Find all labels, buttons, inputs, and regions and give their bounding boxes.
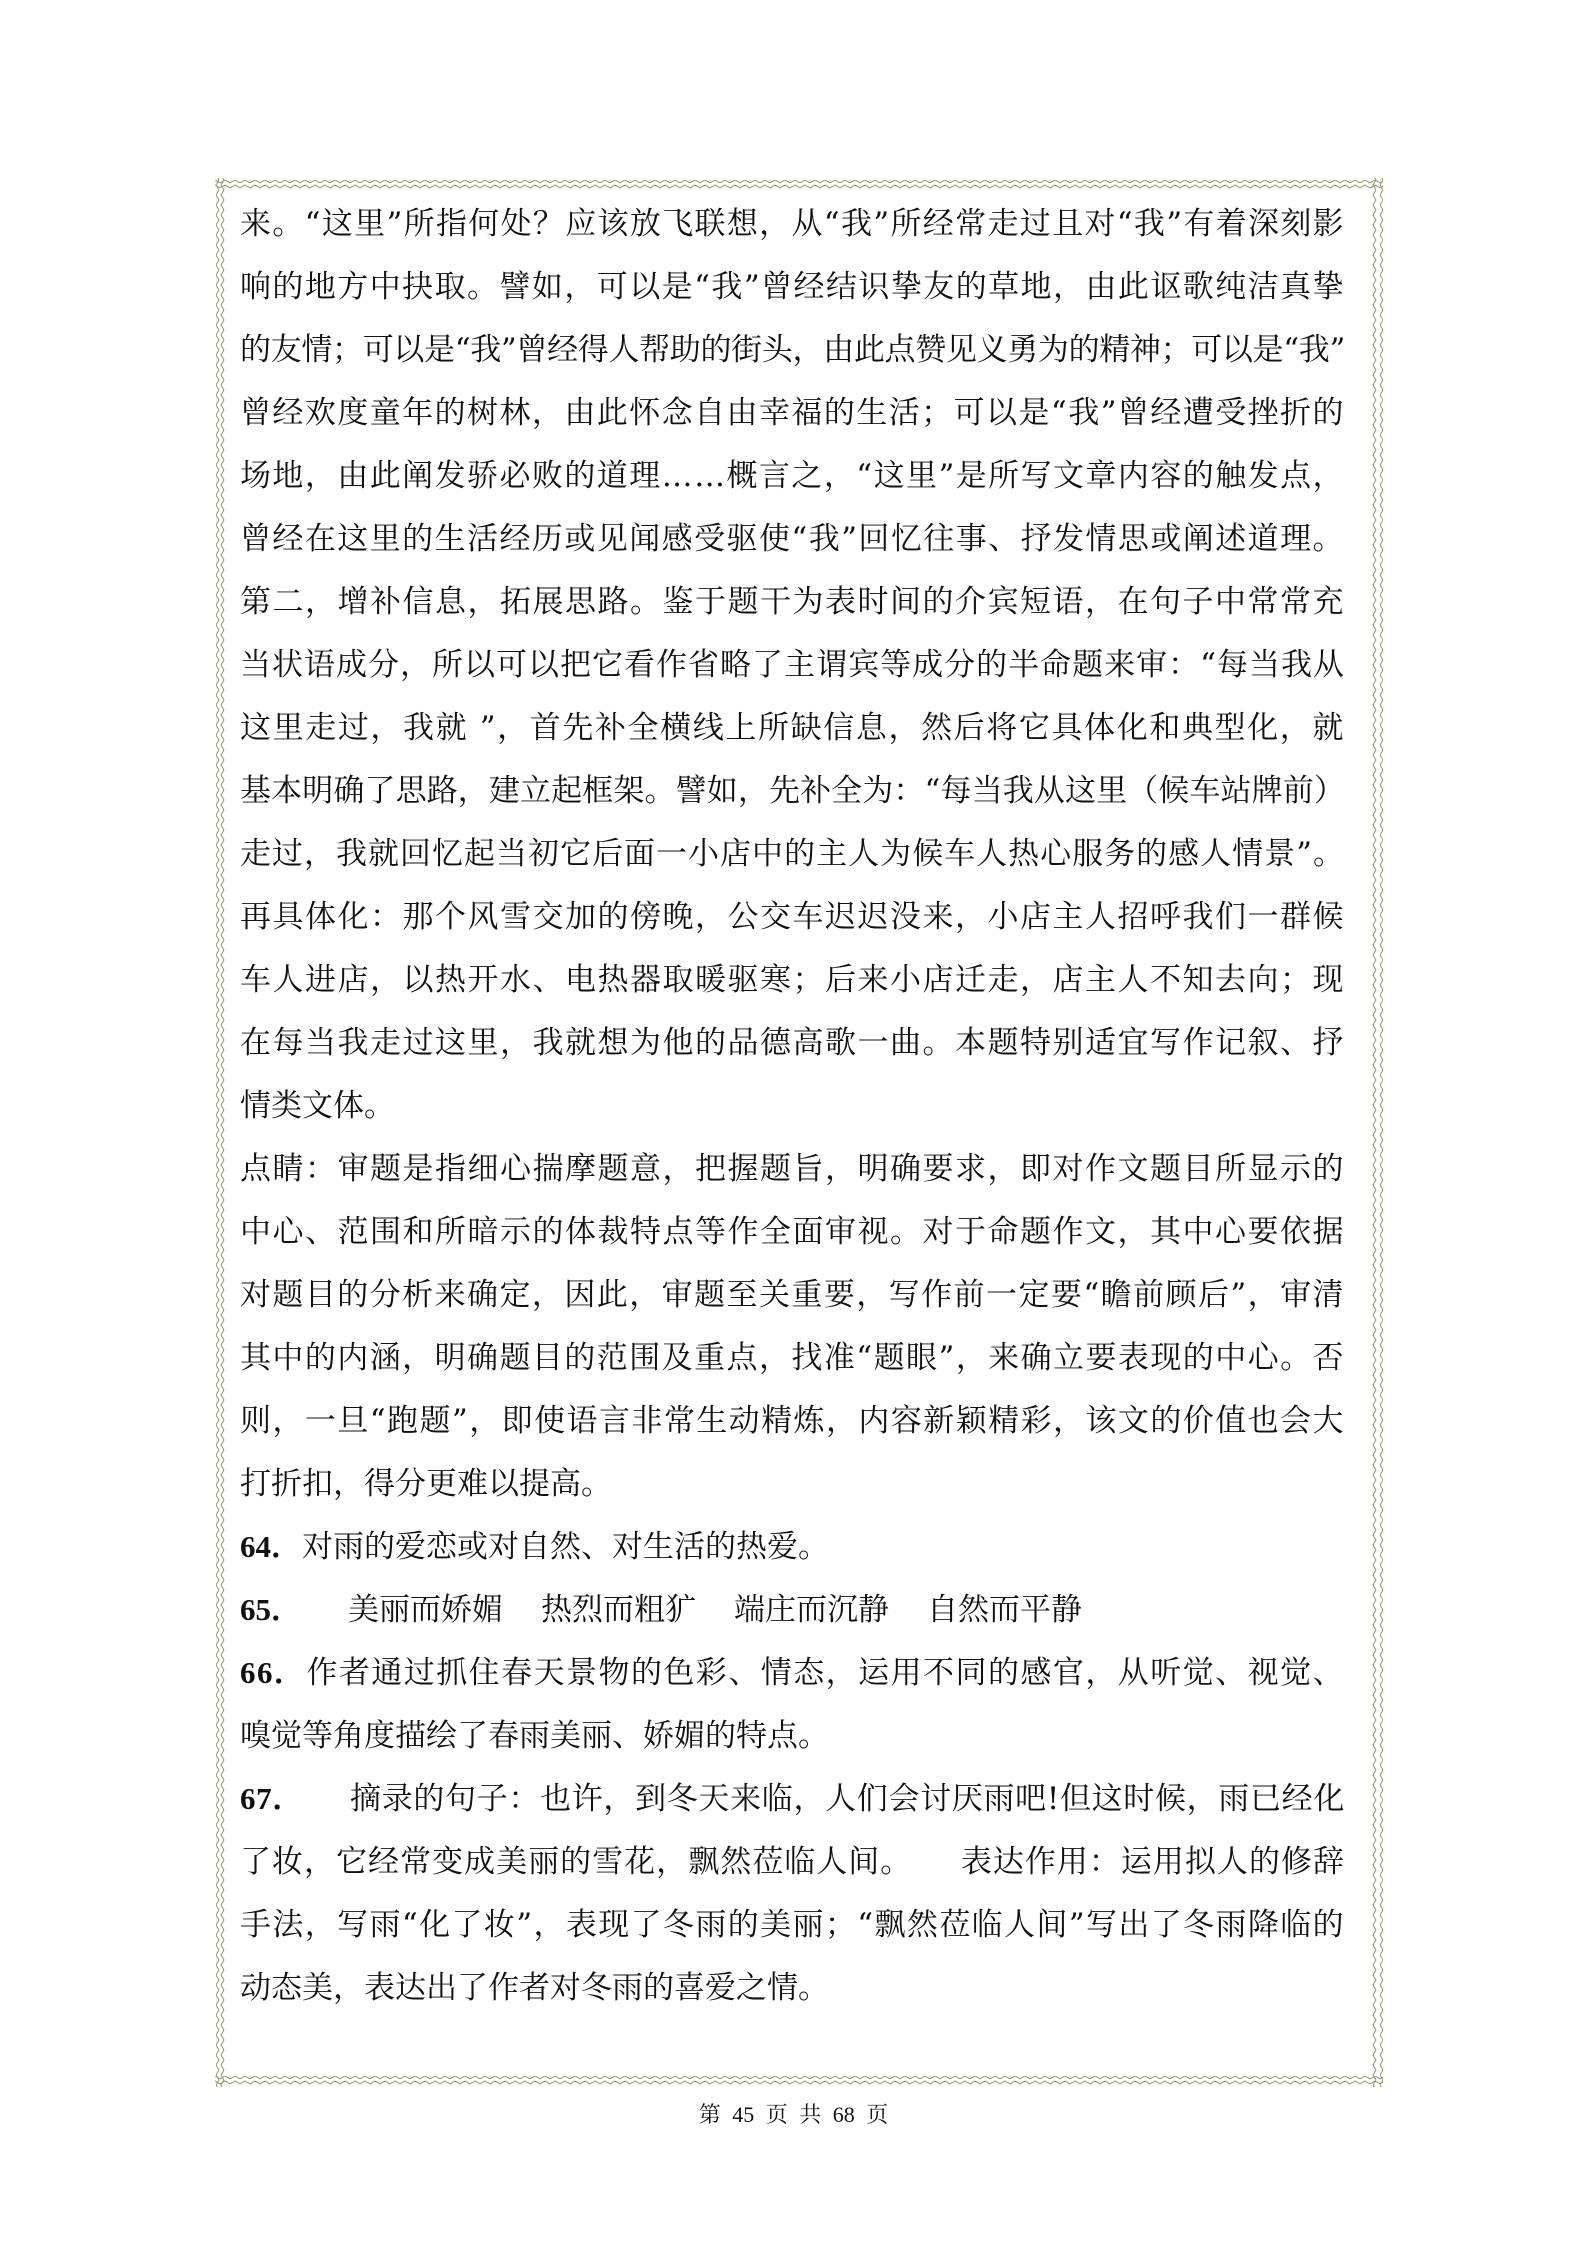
- text-line: [240, 580, 1345, 624]
- text-line: [240, 1840, 1345, 1884]
- text-line: [240, 832, 1345, 876]
- line-text: 响的地方中抉取。譬如，可以是“我”曾经结识挚友的草地，由此讴歌纯洁真挚: [240, 269, 1345, 305]
- line-text: 则，一旦“跑题”，即使语言非常生动精炼，内容新颖精彩，该文的价值也会大: [240, 1403, 1345, 1439]
- text-line: [240, 265, 1345, 309]
- line-text: 其中的内涵，明确题目的范围及重点，找准“题眼”，来确立要表现的中心。否: [240, 1340, 1345, 1376]
- answer-item: 自然而平静: [927, 1592, 1082, 1628]
- question-number: 67．: [240, 1781, 305, 1816]
- text-line: [240, 517, 1345, 561]
- line-text: 作者通过抓住春天景物的色彩、情态，运用不同的感官，从听觉、视觉、: [306, 1655, 1345, 1691]
- line-text: 动态美，表达出了作者对冬雨的喜爱之情。: [240, 1970, 829, 2006]
- line-text: 对雨的爱恋或对自然、对生活的热爱。: [302, 1529, 829, 1565]
- line-text: 走过，我就回忆起当初它后面一小店中的主人为候车人热心服务的感人情景”。: [240, 836, 1345, 872]
- answer-item: 美丽而娇媚: [348, 1592, 503, 1628]
- question-number: 66．: [240, 1655, 307, 1690]
- text-line: [240, 643, 1345, 687]
- text-line: [240, 1273, 1345, 1317]
- text-line: [240, 1084, 395, 1128]
- text-line: [240, 1714, 829, 1758]
- text-line: [240, 1462, 612, 1506]
- text-line: [240, 1336, 1345, 1380]
- answer-line: [240, 1651, 1345, 1695]
- line-text: 来。“这里”所指何处？应该放飞联想，从“我”所经常走过且对“我”有着深刻影: [240, 206, 1345, 242]
- line-text: 基本明确了思路，建立起框架。譬如，先补全为：“每当我从这里（候车站牌前）: [240, 773, 1345, 809]
- line-text: 中心、范围和所暗示的体裁特点等作全面审视。对于命题作文，其中心要依据: [240, 1214, 1345, 1250]
- line-text: 摘录的句子：也许，到冬天来临，人们会讨厌雨吧!但这时候，雨已经化: [350, 1781, 1345, 1817]
- line-text: 曾经欢度童年的树林，由此怀念自由幸福的生活；可以是“我”曾经遭受挫折的: [240, 395, 1345, 431]
- line-text: 对题目的分析来确定，因此，审题至关重要，写作前一定要“瞻前顾后”，审清: [240, 1277, 1345, 1313]
- line-text: 打折扣，得分更难以提高。: [240, 1466, 612, 1502]
- text-line: [240, 391, 1345, 435]
- answer-line: [240, 1777, 1345, 1821]
- text-line: [240, 958, 1345, 1002]
- answer-item: 端庄而沉静: [734, 1592, 889, 1628]
- text-line: [240, 328, 1345, 372]
- text-line: [240, 769, 1345, 813]
- line-text: 场地，由此阐发骄必败的道理……概言之，“这里”是所写文章内容的触发点，: [240, 458, 1345, 494]
- text-line: [240, 1903, 1345, 1947]
- answer-line: [240, 1525, 829, 1569]
- text-line: [240, 202, 1345, 246]
- line-text: 的友情；可以是“我”曾经得人帮助的街头，由此点赞见义勇为的精神；可以是“我”: [240, 332, 1346, 368]
- text-line: [240, 454, 1345, 498]
- text-line: [240, 706, 1345, 750]
- line-text: 在每当我走过这里，我就想为他的品德高歌一曲。本题特别适宜写作记叙、抒: [240, 1025, 1345, 1061]
- line-text: 当状语成分，所以可以把它看作省略了主谓宾等成分的半命题来审：“每当我从: [240, 647, 1345, 683]
- answer-line: [240, 1588, 1082, 1632]
- text-line: [240, 1147, 1345, 1191]
- text-line: [240, 1399, 1345, 1443]
- line-text: 点睛：审题是指细心揣摩题意，把握题旨，明确要求，即对作文题目所显示的: [240, 1151, 1345, 1187]
- answer-item: 热烈而粗犷: [541, 1592, 696, 1628]
- page-number: 第 45 页 共 68 页: [698, 2102, 889, 2127]
- question-number: 65．: [240, 1592, 302, 1627]
- text-line: [240, 1966, 829, 2010]
- line-text: 再具体化：那个风雪交加的傍晚，公交车迟迟没来，小店主人招呼我们一群候: [240, 899, 1345, 935]
- line-text: 嗅觉等角度描绘了春雨美丽、娇媚的特点。: [240, 1718, 829, 1754]
- line-text: 了妆，它经常变成美丽的雪花，飘然莅临人间。 表达作用：运用拟人的修辞: [240, 1844, 1345, 1880]
- line-text: 这里走过，我就 ”，首先补全横线上所缺信息，然后将它具体化和典型化，就: [240, 710, 1345, 746]
- text-line: [240, 895, 1345, 939]
- line-text: 情类文体。: [240, 1088, 395, 1124]
- line-text: 手法，写雨“化了妆”，表现了冬雨的美丽；“飘然莅临人间”写出了冬雨降临的: [240, 1907, 1345, 1943]
- line-text: 车人进店，以热开水、电热器取暖驱寒；后来小店迁走，店主人不知去向；现: [240, 962, 1345, 998]
- line-text: 第二，增补信息，拓展思路。鉴于题干为表时间的介宾短语，在句子中常常充: [240, 584, 1345, 620]
- text-line: [240, 1210, 1345, 1254]
- text-line: [240, 1021, 1345, 1065]
- question-number: 64．: [240, 1529, 302, 1564]
- line-text: 曾经在这里的生活经历或见闻感受驱使“我”回忆往事、抒发情思或阐述道理。: [240, 521, 1345, 557]
